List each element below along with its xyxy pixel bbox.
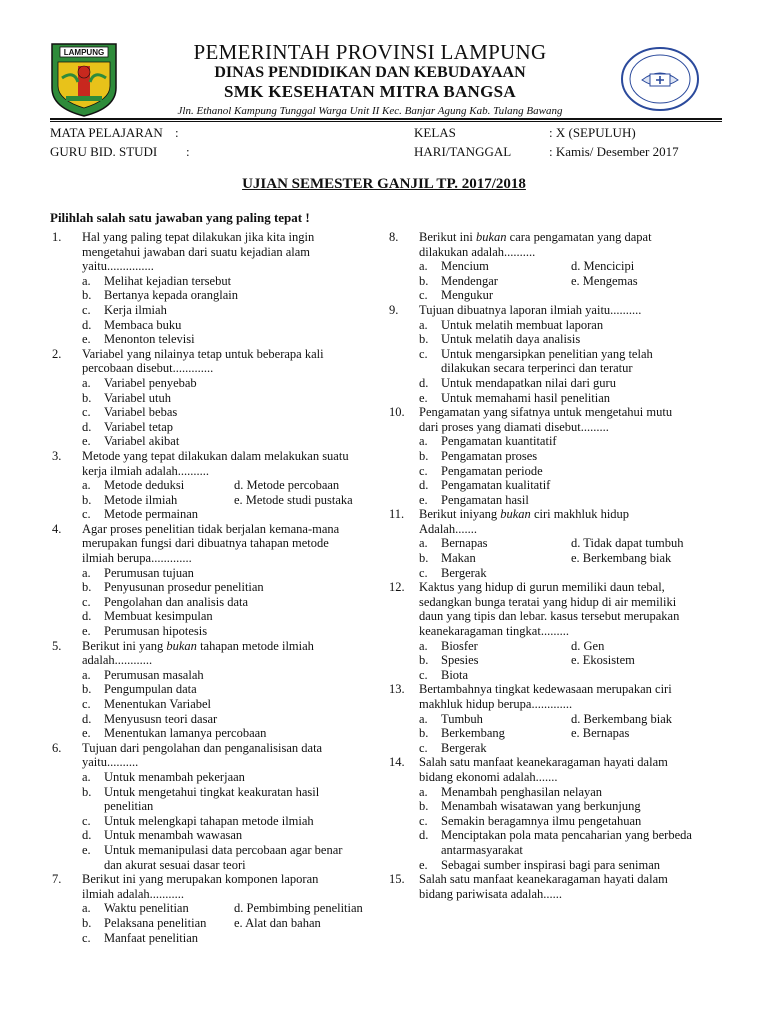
question-number: 9.: [389, 302, 399, 317]
option-d: d. Pengamatan kualitatif: [419, 478, 551, 493]
question-text: dari proses yang diamati disebut.........: [419, 419, 609, 434]
option-b: b. Menambah wisatawan yang berkunjung: [419, 799, 641, 814]
subject-colon: :: [175, 125, 179, 140]
option-e: e. Alat dan bahan: [234, 915, 321, 930]
class-label: KELAS: [414, 125, 456, 140]
question-text: merupakan fungsi dari dibuatnya tahapan metode: [82, 536, 329, 551]
question-text: Berikut iniyang bukan ciri makhluk hidup: [419, 507, 630, 522]
question-1: [52, 230, 386, 347]
question-text: Berikut ini yang merupakan komponen laporan: [82, 872, 319, 887]
option-a: a. Mencium: [419, 259, 489, 274]
question-number: 4.: [52, 521, 62, 536]
question-text: Pengamatan yang sifatnya untuk mengetahui mutu: [419, 405, 673, 420]
question-text: Metode yang tepat dilakukan dalam melakukan suatu: [82, 448, 349, 463]
option-d: d. Pembimbing penelitian: [234, 901, 363, 916]
option-c: c. Metode permainan: [82, 507, 199, 522]
lampung-province-logo: [48, 42, 120, 118]
option-e: e. Sebagai sumber inspirasi bagi para seniman: [419, 857, 661, 872]
question-number: 1.: [52, 230, 62, 244]
option-d: d. Mencicipi: [571, 259, 635, 274]
option-c: c. Biota: [419, 667, 469, 682]
question-text: ilmiah adalah...........: [82, 886, 185, 901]
teacher-colon: :: [186, 144, 190, 159]
question-7: [52, 872, 386, 945]
question-number: 2.: [52, 346, 62, 361]
question-text: bidang ekonomi adalah.......: [419, 769, 558, 784]
option-c: c. Variabel bebas: [82, 405, 178, 420]
option-a: a. Melihat kejadian tersebut: [82, 273, 232, 288]
option-b: b. Spesies: [419, 653, 479, 668]
option-a: a. Biosfer: [419, 638, 478, 653]
option-b: b. Metode ilmiah: [82, 492, 178, 507]
option-e: e. Untuk memanipulasi data percobaan agar benar dan akurat sesuai dasar teori: [82, 842, 343, 872]
question-text: Salah satu manfaat keanekaragaman hayati dalam: [419, 872, 668, 887]
date-value: : Kamis/ Desember 2017: [549, 144, 679, 159]
question-13: [389, 682, 729, 755]
option-e: e. Mengemas: [571, 273, 638, 288]
option-d: d. Metode percobaan: [234, 478, 340, 493]
question-9: [389, 303, 729, 405]
teacher-label: GURU BID. STUDI: [50, 144, 158, 159]
header-school-name: SMK KESEHATAN MITRA BANGSA: [224, 82, 516, 101]
option-e: e. Variabel akibat: [82, 434, 180, 449]
question-8: [389, 230, 729, 303]
option-b: b. Makan: [419, 551, 476, 566]
option-b: b. Mendengar: [419, 273, 498, 288]
question-text: percobaan disebut.............: [82, 361, 214, 376]
question-text: dilakukan adalah..........: [419, 244, 536, 259]
option-c: c. Menentukan Variabel: [82, 697, 212, 711]
option-b: b. Pengamatan proses: [419, 448, 538, 463]
option-e: e. Berkembang biak: [571, 551, 672, 566]
question-text: Adalah.......: [419, 521, 477, 536]
option-c: c. Bergerak: [419, 565, 487, 580]
option-d: d. Tidak dapat tumbuh: [571, 536, 684, 551]
question-number: 10.: [389, 405, 405, 420]
option-e: e. Untuk memahami hasil penelitian: [419, 390, 611, 405]
option-d: d. Membuat kesimpulan: [82, 609, 213, 624]
question-3: [52, 449, 386, 522]
option-b: b. Pelaksana penelitian: [82, 915, 207, 930]
instruction: Pilihlah salah satu jawaban yang paling tepat !: [50, 210, 310, 225]
question-text: bidang pariwisata adalah......: [419, 886, 563, 901]
option-b: b. Bertanya kepada oranglain: [82, 288, 238, 303]
option-b: b. Untuk melatih daya analisis: [419, 332, 581, 347]
question-text: Agar proses penelitian tidak berjalan kemana-mana: [82, 521, 340, 536]
option-d: d. Untuk mendapatkan nilai dari guru: [419, 375, 616, 390]
option-a: a. Untuk melatih membuat laporan: [419, 317, 604, 332]
question-number: 3.: [52, 448, 62, 463]
option-c: c. Kerja ilmiah: [82, 302, 167, 317]
option-a: a. Menambah penghasilan nelayan: [419, 784, 603, 799]
letterhead: [0, 0, 768, 120]
question-text: kerja ilmiah adalah..........: [82, 463, 210, 478]
option-b: b. Berkembang: [419, 726, 505, 741]
question-text: Kaktus yang hidup di gurun memiliki daun tebal,: [419, 580, 665, 595]
question-text: makhluk hidup berupa.............: [419, 697, 573, 711]
questions-left-column: [52, 230, 386, 945]
option-a: a. Variabel penyebab: [82, 375, 197, 390]
option-e: e. Ekosistem: [571, 653, 635, 668]
option-c: c. Mengukur: [419, 288, 494, 303]
option-c: c. Untuk mengarsipkan penelitian yang telah dilakukan secara terperinci dan teratur: [419, 346, 653, 376]
question-12: [389, 580, 729, 682]
question-text: yaitu..........: [82, 755, 139, 770]
question-number: 8.: [389, 230, 399, 244]
question-number: 12.: [389, 580, 405, 595]
question-text: keanekaragaman tingkat.........: [419, 624, 569, 639]
class-value: : X (SEPULUH): [549, 125, 636, 140]
question-text: adalah............: [82, 653, 153, 668]
question-number: 6.: [52, 740, 62, 755]
question-6: [52, 741, 386, 872]
question-text: Tujuan dibuatnya laporan ilmiah yaitu..........: [419, 302, 642, 317]
option-d: d. Variabel tetap: [82, 419, 174, 434]
option-e: e. Bernapas: [571, 726, 630, 741]
school-logo: [620, 46, 700, 112]
exam-title: UJIAN SEMESTER GANJIL TP. 2017/2018: [242, 176, 526, 192]
option-e: e. Pengamatan hasil: [419, 492, 529, 507]
question-number: 14.: [389, 755, 405, 770]
option-b: b. Penyusunan prosedur penelitian: [82, 580, 264, 595]
question-text: ilmiah berupa.............: [82, 551, 192, 566]
option-a: a. Waktu penelitian: [82, 901, 189, 916]
option-c: c. Untuk melengkapi tahapan metode ilmiah: [82, 813, 314, 828]
subject-label: MATA PELAJARAN: [50, 125, 163, 140]
option-d: d. Gen: [571, 638, 605, 653]
option-e: e. Perumusan hipotesis: [82, 624, 208, 639]
question-14: [389, 755, 729, 872]
option-a: a. Bernapas: [419, 536, 488, 551]
question-4: [52, 522, 386, 639]
option-c: c. Bergerak: [419, 740, 487, 755]
header-address: Jln. Ethanol Kampung Tunggal Warga Unit II Kec. Banjar Agung Kab. Tulang Bawang: [177, 105, 563, 117]
option-a: a. Metode deduksi: [82, 478, 185, 493]
option-c: c. Manfaat penelitian: [82, 930, 199, 945]
option-c: c. Pengamatan periode: [419, 463, 543, 478]
option-c: c. Semakin beragamnya ilmu pengetahuan: [419, 813, 642, 828]
option-e: e. Menentukan lamanya percobaan: [82, 726, 267, 741]
question-text: Salah satu manfaat keanekaragaman hayati dalam: [419, 755, 668, 770]
question-number: 5.: [52, 638, 62, 653]
question-number: 7.: [52, 872, 62, 887]
question-text: mengetahui jawaban dari suatu kejadian alam: [82, 244, 311, 259]
option-d: d. Menciptakan pola mata pencaharian yang berbeda antarmasyarakat: [419, 828, 692, 857]
option-a: a. Pengamatan kuantitatif: [419, 434, 557, 449]
question-text: Hal yang paling tepat dilakukan jika kita ingin: [82, 230, 315, 244]
option-b: b. Pengumpulan data: [82, 682, 197, 697]
header-government: PEMERINTAH PROVINSI LAMPUNG: [193, 40, 547, 64]
question-15: [389, 872, 729, 901]
question-text: Bertambahnya tingkat kedewasaan merupakan ciri: [419, 682, 672, 697]
question-number: 15.: [389, 872, 405, 887]
option-d: d. Untuk menambah wawasan: [82, 828, 243, 843]
question-11: [389, 507, 729, 580]
option-b: b. Variabel utuh: [82, 390, 171, 405]
question-text: Tujuan dari pengolahan dan penganalisisan data: [82, 740, 323, 755]
option-d: d. Membaca buku: [82, 317, 182, 332]
option-a: a. Untuk menambah pekerjaan: [82, 769, 245, 784]
question-5: [52, 639, 386, 741]
question-text: Berikut ini bukan cara pengamatan yang dapat: [419, 230, 652, 244]
option-a: a. Perumusan masalah: [82, 667, 204, 682]
option-a: a. Perumusan tujuan: [82, 565, 194, 580]
svg-text:LAMPUNG: LAMPUNG: [63, 48, 105, 57]
question-number: 11.: [389, 507, 405, 522]
date-label: HARI/TANGGAL: [414, 144, 512, 159]
question-text: yaitu...............: [82, 259, 154, 274]
question-10: [389, 405, 729, 507]
option-e: e. Metode studi pustaka: [234, 492, 353, 507]
question-text: daun yang tipis dan lebar. kasus tersebut merupakan: [419, 609, 680, 624]
questions-right-column: [389, 230, 729, 901]
option-d: d. Berkembang biak: [571, 711, 673, 726]
question-text: sedangkan bunga teratai yang hidup di air memiliki: [419, 594, 677, 609]
question-number: 13.: [389, 682, 405, 697]
header-divider: [50, 118, 722, 120]
option-e: e. Menonton televisi: [82, 332, 195, 347]
question-text: Berikut ini yang bukan tahapan metode ilmiah: [82, 638, 314, 653]
option-b: b. Untuk mengetahui tingkat keakuratan hasil penelitian: [82, 784, 320, 814]
option-c: c. Pengolahan dan analisis data: [82, 594, 249, 609]
header-divider-thin: [50, 121, 722, 122]
option-d: d. Menyususn teori dasar: [82, 711, 218, 726]
header-department: DINAS PENDIDIKAN DAN KEBUDAYAAN: [214, 64, 526, 81]
question-2: [52, 347, 386, 449]
option-a: a. Tumbuh: [419, 711, 483, 726]
question-text: Variabel yang nilainya tetap untuk beberapa kali: [82, 346, 324, 361]
